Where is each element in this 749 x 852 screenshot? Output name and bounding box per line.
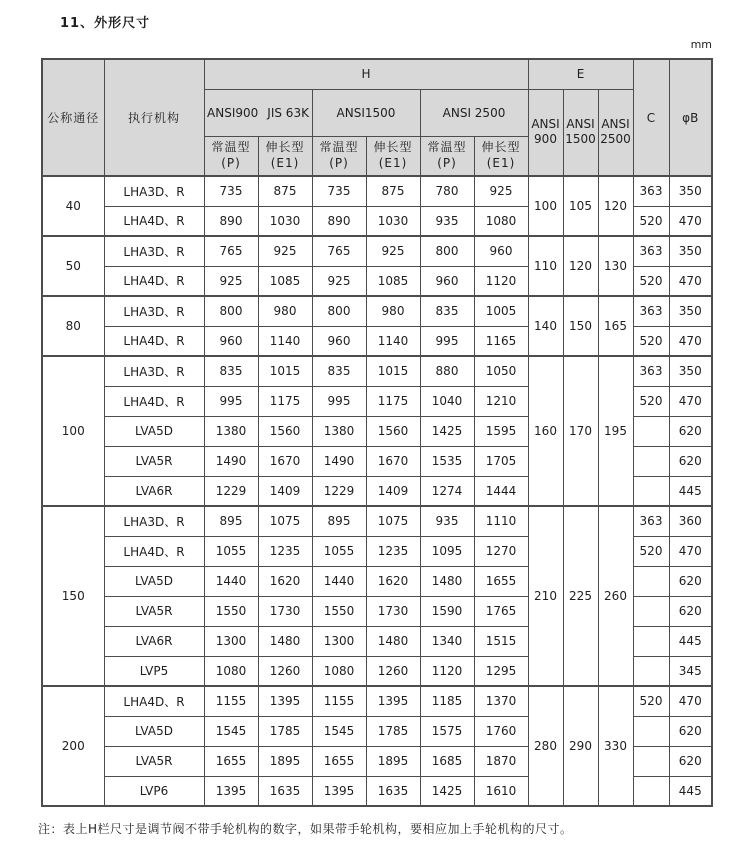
- h-value-cell: 1620: [258, 566, 312, 596]
- c-value-cell: 520: [633, 536, 669, 566]
- table-header: [42, 59, 712, 176]
- h-value-cell: 835: [312, 356, 366, 386]
- b-value-cell: 620: [669, 716, 712, 746]
- b-value-cell: 620: [669, 446, 712, 476]
- actuator-cell: LHA4D、R: [104, 326, 204, 356]
- b-value-cell: 470: [669, 386, 712, 416]
- h-value-cell: 1300: [204, 626, 258, 656]
- h-value-cell: 1395: [204, 776, 258, 806]
- header-normal-type-900: 常温型 (P): [204, 136, 258, 176]
- h-value-cell: 1260: [366, 656, 420, 686]
- h-value-cell: 1730: [366, 596, 420, 626]
- h-value-cell: 800: [312, 296, 366, 326]
- header-extended-type-900: 伸长型 (E1): [258, 136, 312, 176]
- h-value-cell: 890: [204, 206, 258, 236]
- h-value-cell: 1655: [474, 566, 528, 596]
- h-value-cell: 835: [204, 356, 258, 386]
- h-value-cell: 1550: [312, 596, 366, 626]
- h-value-cell: 980: [366, 296, 420, 326]
- actuator-cell: LVA5D: [104, 566, 204, 596]
- header-actuator: 执行机构: [104, 59, 204, 176]
- c-value-cell: [633, 596, 669, 626]
- actuator-cell: LVA5D: [104, 716, 204, 746]
- h-value-cell: 1560: [366, 416, 420, 446]
- actuator-cell: LVP5: [104, 656, 204, 686]
- e-value-cell: 165: [598, 296, 633, 356]
- h-value-cell: 1260: [258, 656, 312, 686]
- table-body: [42, 176, 712, 806]
- unit-label: mm: [690, 38, 712, 51]
- h-value-cell: 1730: [258, 596, 312, 626]
- b-value-cell: 620: [669, 416, 712, 446]
- c-value-cell: 520: [633, 206, 669, 236]
- h-value-cell: 1300: [312, 626, 366, 656]
- table-row: [42, 356, 712, 386]
- h-value-cell: 1085: [366, 266, 420, 296]
- actuator-cell: LVP6: [104, 776, 204, 806]
- e-value-cell: 195: [598, 356, 633, 506]
- e-value-cell: 150: [563, 296, 598, 356]
- header-extended-type-2500: 伸长型 (E1): [474, 136, 528, 176]
- h-value-cell: 1490: [204, 446, 258, 476]
- h-value-cell: 1560: [258, 416, 312, 446]
- h-value-cell: 1140: [366, 326, 420, 356]
- h-value-cell: 1765: [474, 596, 528, 626]
- footnote: 注：表上H栏尺寸是调节阀不带手轮机构的数字，如果带手轮机构，要相应加上手轮机构的尺寸。: [38, 822, 573, 836]
- h-value-cell: 1895: [258, 746, 312, 776]
- h-value-cell: 1425: [420, 416, 474, 446]
- h-value-cell: 895: [204, 506, 258, 536]
- h-value-cell: 735: [312, 176, 366, 206]
- h-value-cell: 1670: [366, 446, 420, 476]
- diameter-cell: 100: [42, 356, 104, 506]
- h-value-cell: 995: [312, 386, 366, 416]
- h-value-cell: 1270: [474, 536, 528, 566]
- h-value-cell: 1705: [474, 446, 528, 476]
- h-value-cell: 925: [474, 176, 528, 206]
- h-value-cell: 1075: [366, 506, 420, 536]
- h-value-cell: 1440: [312, 566, 366, 596]
- h-value-cell: 1095: [420, 536, 474, 566]
- h-value-cell: 890: [312, 206, 366, 236]
- h-value-cell: 925: [204, 266, 258, 296]
- h-value-cell: 1760: [474, 716, 528, 746]
- h-value-cell: 925: [312, 266, 366, 296]
- h-value-cell: 925: [258, 236, 312, 266]
- c-value-cell: 363: [633, 356, 669, 386]
- b-value-cell: 620: [669, 566, 712, 596]
- header-e-ansi1500: ANSI 1500: [563, 89, 598, 176]
- table-row: [42, 176, 712, 206]
- h-value-cell: 980: [258, 296, 312, 326]
- h-value-cell: 1015: [366, 356, 420, 386]
- h-value-cell: 1235: [366, 536, 420, 566]
- h-value-cell: 1444: [474, 476, 528, 506]
- e-value-cell: 130: [598, 236, 633, 296]
- h-value-cell: 1380: [312, 416, 366, 446]
- h-value-cell: 1409: [258, 476, 312, 506]
- actuator-cell: LVA5D: [104, 416, 204, 446]
- h-value-cell: 1635: [258, 776, 312, 806]
- header-extended-type-1500: 伸长型 (E1): [366, 136, 420, 176]
- header-b: φB: [669, 59, 712, 176]
- h-value-cell: 765: [312, 236, 366, 266]
- b-value-cell: 360: [669, 506, 712, 536]
- h-value-cell: 1155: [312, 686, 366, 716]
- jis63k-label: JIS 63K: [267, 105, 309, 120]
- b-value-cell: 350: [669, 236, 712, 266]
- h-value-cell: 1085: [258, 266, 312, 296]
- c-value-cell: 363: [633, 506, 669, 536]
- h-value-cell: 835: [420, 296, 474, 326]
- h-value-cell: 1055: [312, 536, 366, 566]
- h-value-cell: 1535: [420, 446, 474, 476]
- h-value-cell: 1550: [204, 596, 258, 626]
- c-value-cell: 520: [633, 686, 669, 716]
- c-value-cell: [633, 716, 669, 746]
- actuator-cell: LHA4D、R: [104, 266, 204, 296]
- b-value-cell: 350: [669, 176, 712, 206]
- ansi900-label: ANSI900: [207, 105, 259, 120]
- h-value-cell: 1610: [474, 776, 528, 806]
- e-value-cell: 140: [528, 296, 563, 356]
- h-value-cell: 1895: [366, 746, 420, 776]
- b-value-cell: 345: [669, 656, 712, 686]
- h-value-cell: 1620: [366, 566, 420, 596]
- h-value-cell: 1110: [474, 506, 528, 536]
- h-value-cell: 1050: [474, 356, 528, 386]
- c-value-cell: [633, 656, 669, 686]
- c-value-cell: 363: [633, 176, 669, 206]
- h-value-cell: 1235: [258, 536, 312, 566]
- h-value-cell: 1210: [474, 386, 528, 416]
- b-value-cell: 470: [669, 686, 712, 716]
- h-value-cell: 1175: [366, 386, 420, 416]
- h-value-cell: 1229: [312, 476, 366, 506]
- h-value-cell: 935: [420, 206, 474, 236]
- h-value-cell: 935: [420, 506, 474, 536]
- header-diameter: 公称通径: [42, 59, 104, 176]
- h-value-cell: 1075: [258, 506, 312, 536]
- actuator-cell: LHA4D、R: [104, 386, 204, 416]
- c-value-cell: 520: [633, 326, 669, 356]
- c-value-cell: [633, 446, 669, 476]
- h-value-cell: 1595: [474, 416, 528, 446]
- actuator-cell: LVA5R: [104, 746, 204, 776]
- h-value-cell: 1120: [474, 266, 528, 296]
- h-value-cell: 875: [366, 176, 420, 206]
- header-c: C: [633, 59, 669, 176]
- h-value-cell: 1140: [258, 326, 312, 356]
- b-value-cell: 470: [669, 266, 712, 296]
- h-value-cell: 800: [204, 296, 258, 326]
- b-value-cell: 470: [669, 326, 712, 356]
- h-value-cell: 1480: [366, 626, 420, 656]
- c-value-cell: 520: [633, 266, 669, 296]
- e-value-cell: 225: [563, 506, 598, 686]
- h-value-cell: 1785: [366, 716, 420, 746]
- diameter-cell: 80: [42, 296, 104, 356]
- h-value-cell: 1395: [312, 776, 366, 806]
- b-value-cell: 620: [669, 596, 712, 626]
- h-value-cell: 1670: [258, 446, 312, 476]
- b-value-cell: 470: [669, 206, 712, 236]
- h-value-cell: 1425: [420, 776, 474, 806]
- h-value-cell: 1005: [474, 296, 528, 326]
- page-title: 11、外形尺寸: [60, 16, 151, 31]
- h-value-cell: 1440: [204, 566, 258, 596]
- e-value-cell: 160: [528, 356, 563, 506]
- b-value-cell: 445: [669, 626, 712, 656]
- b-value-cell: 350: [669, 356, 712, 386]
- table-row: [42, 506, 712, 536]
- actuator-cell: LHA4D、R: [104, 206, 204, 236]
- h-value-cell: 1030: [258, 206, 312, 236]
- actuator-cell: LHA3D、R: [104, 236, 204, 266]
- h-value-cell: 1015: [258, 356, 312, 386]
- table-row: [42, 686, 712, 716]
- diameter-cell: 50: [42, 236, 104, 296]
- h-value-cell: 880: [420, 356, 474, 386]
- header-e-ansi900: ANSI 900: [528, 89, 563, 176]
- header-ansi2500: ANSI 2500: [420, 89, 528, 136]
- actuator-cell: LVA6R: [104, 626, 204, 656]
- e-value-cell: 170: [563, 356, 598, 506]
- header-normal-type-1500: 常温型 (P): [312, 136, 366, 176]
- header-ansi1500: ANSI1500: [312, 89, 420, 136]
- h-value-cell: 1635: [366, 776, 420, 806]
- h-value-cell: 1295: [474, 656, 528, 686]
- h-value-cell: 960: [204, 326, 258, 356]
- actuator-cell: LHA4D、R: [104, 536, 204, 566]
- actuator-cell: LVA6R: [104, 476, 204, 506]
- h-value-cell: 1165: [474, 326, 528, 356]
- h-value-cell: 960: [474, 236, 528, 266]
- h-value-cell: 800: [420, 236, 474, 266]
- actuator-cell: LHA4D、R: [104, 686, 204, 716]
- header-normal-type-2500: 常温型 (P): [420, 136, 474, 176]
- h-value-cell: 1155: [204, 686, 258, 716]
- table-row: [42, 236, 712, 266]
- c-value-cell: [633, 476, 669, 506]
- header-ansi900-jis63k: [204, 89, 312, 136]
- h-value-cell: 765: [204, 236, 258, 266]
- h-value-cell: 1080: [312, 656, 366, 686]
- h-value-cell: 925: [366, 236, 420, 266]
- e-value-cell: 330: [598, 686, 633, 806]
- h-value-cell: 1409: [366, 476, 420, 506]
- dimensions-table: [41, 58, 713, 807]
- actuator-cell: LHA3D、R: [104, 296, 204, 326]
- h-value-cell: 1575: [420, 716, 474, 746]
- c-value-cell: [633, 626, 669, 656]
- h-value-cell: 1545: [312, 716, 366, 746]
- actuator-cell: LVA5R: [104, 446, 204, 476]
- h-value-cell: 1655: [204, 746, 258, 776]
- diameter-cell: 150: [42, 506, 104, 686]
- header-e-ansi2500: ANSI 2500: [598, 89, 633, 176]
- diameter-cell: 40: [42, 176, 104, 236]
- e-value-cell: 210: [528, 506, 563, 686]
- b-value-cell: 445: [669, 476, 712, 506]
- e-value-cell: 100: [528, 176, 563, 236]
- actuator-cell: LVA5R: [104, 596, 204, 626]
- header-e-group: E: [528, 59, 633, 89]
- h-value-cell: 1395: [258, 686, 312, 716]
- h-value-cell: 960: [312, 326, 366, 356]
- h-value-cell: 1785: [258, 716, 312, 746]
- h-value-cell: 960: [420, 266, 474, 296]
- e-value-cell: 105: [563, 176, 598, 236]
- e-value-cell: 280: [528, 686, 563, 806]
- c-value-cell: [633, 746, 669, 776]
- c-value-cell: [633, 416, 669, 446]
- e-value-cell: 120: [563, 236, 598, 296]
- h-value-cell: 780: [420, 176, 474, 206]
- h-value-cell: 1080: [474, 206, 528, 236]
- h-value-cell: 1480: [420, 566, 474, 596]
- h-value-cell: 1480: [258, 626, 312, 656]
- diameter-cell: 200: [42, 686, 104, 806]
- c-value-cell: [633, 566, 669, 596]
- h-value-cell: 735: [204, 176, 258, 206]
- c-value-cell: 363: [633, 296, 669, 326]
- h-value-cell: 1395: [366, 686, 420, 716]
- e-value-cell: 260: [598, 506, 633, 686]
- header-h-group: H: [204, 59, 528, 89]
- h-value-cell: 1080: [204, 656, 258, 686]
- h-value-cell: 1490: [312, 446, 366, 476]
- h-value-cell: 1870: [474, 746, 528, 776]
- actuator-cell: LHA3D、R: [104, 506, 204, 536]
- e-value-cell: 290: [563, 686, 598, 806]
- h-value-cell: 1515: [474, 626, 528, 656]
- h-value-cell: 895: [312, 506, 366, 536]
- h-value-cell: 1120: [420, 656, 474, 686]
- table-row: [42, 296, 712, 326]
- h-value-cell: 1655: [312, 746, 366, 776]
- e-value-cell: 120: [598, 176, 633, 236]
- h-value-cell: 1274: [420, 476, 474, 506]
- h-value-cell: 1040: [420, 386, 474, 416]
- h-value-cell: 1545: [204, 716, 258, 746]
- h-value-cell: 995: [420, 326, 474, 356]
- h-value-cell: 1370: [474, 686, 528, 716]
- h-value-cell: 1055: [204, 536, 258, 566]
- actuator-cell: LHA3D、R: [104, 356, 204, 386]
- actuator-cell: LHA3D、R: [104, 176, 204, 206]
- b-value-cell: 620: [669, 746, 712, 776]
- c-value-cell: 520: [633, 386, 669, 416]
- h-value-cell: 1340: [420, 626, 474, 656]
- b-value-cell: 470: [669, 536, 712, 566]
- b-value-cell: 445: [669, 776, 712, 806]
- h-value-cell: 1030: [366, 206, 420, 236]
- h-value-cell: 1175: [258, 386, 312, 416]
- c-value-cell: 363: [633, 236, 669, 266]
- h-value-cell: 995: [204, 386, 258, 416]
- h-value-cell: 1185: [420, 686, 474, 716]
- e-value-cell: 110: [528, 236, 563, 296]
- h-value-cell: 875: [258, 176, 312, 206]
- h-value-cell: 1229: [204, 476, 258, 506]
- h-value-cell: 1590: [420, 596, 474, 626]
- c-value-cell: [633, 776, 669, 806]
- h-value-cell: 1685: [420, 746, 474, 776]
- h-value-cell: 1380: [204, 416, 258, 446]
- b-value-cell: 350: [669, 296, 712, 326]
